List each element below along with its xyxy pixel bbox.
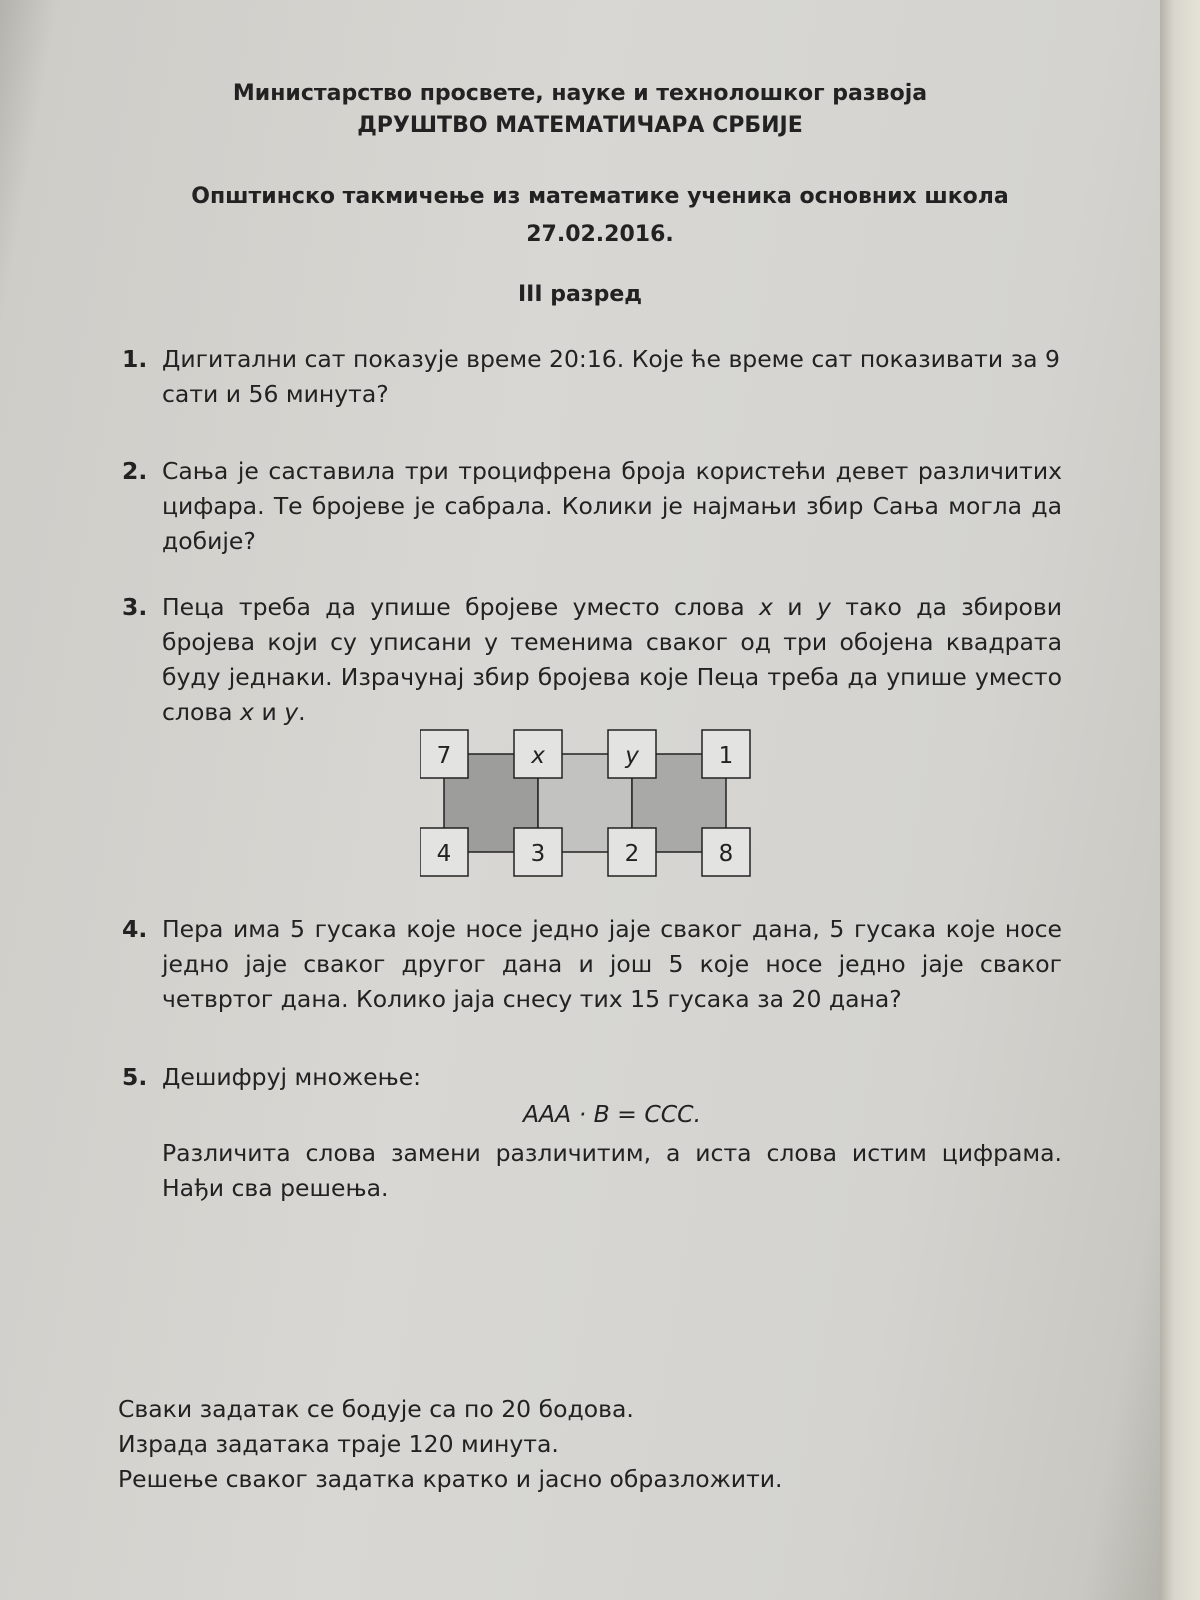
- ministry-title: Министарство просвете, науке и технолошког развоја: [232, 81, 928, 106]
- vertex-label: 4: [436, 841, 452, 867]
- task-2: [122, 454, 1062, 559]
- task-4: [122, 912, 1062, 1017]
- vertex-label: 8: [718, 841, 734, 867]
- task-number: 3.: [122, 593, 148, 621]
- task-text: Различита слова замени различитим, а иста слова истим цифрама. Нађи сва решења.: [162, 1139, 1062, 1202]
- task-number: 1.: [122, 345, 148, 373]
- vertex-label: 1: [718, 743, 734, 769]
- task-text: Дигитални сат показује време 20:16. Које ће време сат показивати за 9 сати и 56 минута?: [162, 345, 1060, 408]
- vertex-box-bottom-2: [514, 828, 562, 876]
- vertex-label: 7: [436, 743, 452, 769]
- equation: AAA · B = CCC.: [522, 1100, 702, 1128]
- squares-diagram: [420, 728, 760, 888]
- competition-title: Општинско такмичење из математике ученика основних школа: [191, 184, 1009, 209]
- task-5: [122, 1060, 1062, 1206]
- vertex-box-bottom-1: [420, 828, 468, 876]
- task-text-part: и: [253, 698, 285, 726]
- variable-y: y: [816, 593, 831, 621]
- task-number: 5.: [122, 1063, 148, 1091]
- vertex-box-top-1: [420, 730, 468, 778]
- task-number: 2.: [122, 457, 148, 485]
- variable-y: y: [284, 698, 299, 726]
- vertex-label: 3: [530, 841, 546, 867]
- task-text-part: Пеца треба да упише бројеве уместо слова: [162, 593, 759, 621]
- task-number: 4.: [122, 915, 148, 943]
- task-text: [162, 590, 1062, 730]
- footer-line: Решење сваког задатка кратко и јасно образложити.: [118, 1465, 783, 1493]
- competition-date: 27.02.2016.: [526, 222, 674, 247]
- vertex-box-top-3: [608, 730, 656, 778]
- header-block: [0, 78, 1160, 142]
- vertex-label: y: [625, 743, 639, 769]
- footer-notes: [118, 1392, 783, 1497]
- task-text-part: тако да збирови бројева који су уписани у теменима сваког од три обојена квадрата буду једнаки. Израчунај збир бројева које Пеца треба да упише уместо слова: [162, 593, 1062, 726]
- grade-title: III разред: [517, 282, 643, 307]
- vertex-box-top-2: [514, 730, 562, 778]
- task-3: [122, 590, 1062, 730]
- task-1: [122, 342, 1062, 412]
- task-text-part: .: [298, 698, 306, 726]
- vertex-label: 2: [624, 841, 640, 867]
- vertex-box-bottom-4: [702, 828, 750, 876]
- footer-line: Израда задатака траје 120 минута.: [118, 1430, 559, 1458]
- variable-x: x: [759, 593, 773, 621]
- society-title: ДРУШТВО МАТЕМАТИЧАРА СРБИЈЕ: [357, 113, 803, 138]
- task-text: Сања је саставила три троцифрена броја користећи девет различитих цифара. Те бројеве је сабрала. Колики је најмањи збир Сања могла да добије?: [162, 457, 1062, 555]
- competition-block: [0, 178, 1200, 254]
- footer-line: Сваки задатак се бодује са по 20 бодова.: [118, 1395, 634, 1423]
- task-text-part: и: [772, 593, 817, 621]
- vertex-box-top-4: [702, 730, 750, 778]
- vertex-label: x: [531, 743, 545, 769]
- task-intro: Дешифруј множење:: [162, 1063, 422, 1091]
- task-text: Пера има 5 гусака које носе једно јаје сваког дана, 5 гусака које носе једно јаје сваког другог дана и још 5 које носе једно јаје сваког четвртог дана. Колико јаја снесу тих 15 гусака за 20 дана?: [162, 915, 1062, 1013]
- vertex-box-bottom-3: [608, 828, 656, 876]
- variable-x: x: [240, 698, 254, 726]
